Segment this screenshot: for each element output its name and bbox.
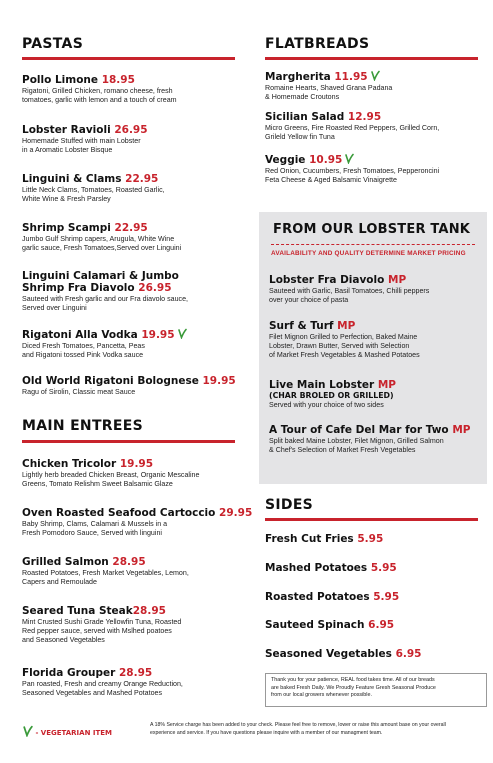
note-line: Thank you for your patience, REAL food takes time. All of our breads xyxy=(271,677,435,683)
sides-heading: SIDES xyxy=(265,497,314,513)
menu-item xyxy=(22,270,252,313)
vegetarian-leaf-icon xyxy=(22,725,33,737)
item-name: Seasoned Vegetables xyxy=(265,648,392,660)
item-name: Lobster Fra Diavolo xyxy=(269,274,385,286)
item-name: Roasted Potatoes xyxy=(265,591,370,603)
item-description: Diced Fresh Tomatoes, Pancetta, Peas and Rigatoni tossed Pink Vodka sauce xyxy=(22,342,145,360)
item-preparation-note: (CHAR BROLED OR GRILLED) xyxy=(269,391,394,400)
item-name: Surf & Turf xyxy=(269,320,334,332)
item-name: Pollo Limone xyxy=(22,74,99,86)
footer-line: experience and service. If you have questions please inquire with a member of our managment team. xyxy=(150,729,383,736)
menu-item xyxy=(269,320,484,361)
menu-item xyxy=(265,70,490,102)
lobster-tank-panel xyxy=(259,212,487,484)
item-price: 22.95 xyxy=(125,173,159,185)
entrees-heading: MAIN ENTREES xyxy=(22,418,143,434)
item-price: 18.95 xyxy=(101,74,135,86)
item-description: Micro Greens, Fire Roasted Red Peppers, Grilled Corn, Grileld Yellow fin Tuna xyxy=(265,124,440,142)
item-name: Chicken Tricolor xyxy=(22,458,117,470)
item-price: 19.95 xyxy=(119,458,154,470)
item-description: Little Neck Clams, Tomatoes, Roasted Garlic, White Wine & Fresh Parsley xyxy=(22,186,165,204)
side-item xyxy=(265,533,383,545)
item-name: Live Main Lobster xyxy=(269,379,375,391)
item-name: Linguini & Clams xyxy=(22,173,122,185)
menu-item xyxy=(22,507,262,538)
item-price: 5.95 xyxy=(373,591,400,603)
item-price: 29.95 xyxy=(219,507,253,519)
legend-label: - VEGETARIAN ITEM xyxy=(35,729,112,737)
item-price: MP xyxy=(388,274,407,286)
side-item xyxy=(265,619,394,631)
item-name: Veggie xyxy=(265,154,306,166)
item-price: MP xyxy=(337,320,356,332)
item-description: Pan roasted, Fresh and creamy Orange Reduction, Seasoned Vegetables and Mashed Potatoes xyxy=(22,680,183,698)
item-name: Lobster Ravioli xyxy=(22,124,111,136)
vegetarian-leaf-icon xyxy=(370,70,380,81)
item-description: Red Onion, Cucumbers, Fresh Tomatoes, Pepperoncini Feta Cheese & Aged Balsamic Vinaigrette xyxy=(265,167,440,185)
item-name: Grilled Salmon xyxy=(22,556,109,568)
kitchen-note-box xyxy=(265,673,487,707)
item-name: Linguini Calamari & Jumbo xyxy=(22,270,179,282)
menu-item xyxy=(265,111,490,142)
item-price: 11.95 xyxy=(334,71,368,83)
item-description: Homemade Stuffed with main Lobster in a Aromatic Lobster Bisque xyxy=(22,137,141,155)
menu-item xyxy=(22,124,252,155)
menu-item xyxy=(22,458,257,489)
item-name: Sauteed Spinach xyxy=(265,619,365,631)
item-description: Baby Shrimp, Clams, Calamari & Mussels in a Fresh Pomodoro Sauce, Served with linguini xyxy=(22,520,168,538)
pastas-rule xyxy=(22,57,235,60)
item-name: Florida Grouper xyxy=(22,667,116,679)
menu-item xyxy=(22,173,252,204)
flatbreads-heading: FLATBREADS xyxy=(265,36,370,52)
flatbreads-rule xyxy=(265,57,478,60)
vegetarian-legend xyxy=(22,725,112,737)
item-price: 6.95 xyxy=(395,648,422,660)
item-price: 19.95 xyxy=(202,375,236,387)
item-name: Fresh Cut Fries xyxy=(265,533,354,545)
vegetarian-leaf-icon xyxy=(344,153,354,164)
menu-item xyxy=(22,556,257,587)
side-item xyxy=(265,591,399,603)
item-name: Rigatoni Alla Vodka xyxy=(22,329,138,341)
item-price: 22.95 xyxy=(114,222,148,234)
side-item xyxy=(265,562,397,574)
note-line: from our local growers whenever possible. xyxy=(271,692,372,698)
item-price: 19.95 xyxy=(141,329,175,341)
lobster-tank-subtitle: AVAILABILITY AND QUALITY DETERMINE MARKET PRICING xyxy=(271,250,466,257)
menu-item xyxy=(269,274,484,305)
item-name: Seared Tuna Steak xyxy=(22,605,133,617)
sides-rule xyxy=(265,518,478,521)
item-description: Sauteed with Fresh garlic and our Fra diavolo sauce, Served over Linguini xyxy=(22,295,189,313)
item-name: Mashed Potatoes xyxy=(265,562,368,574)
item-price: MP xyxy=(377,379,396,391)
item-price: 12.95 xyxy=(347,111,382,123)
item-description: Ragu of Sirolin, Classic meat Sauce xyxy=(22,388,136,396)
lobster-tank-heading: FROM OUR LOBSTER TANK xyxy=(273,222,471,237)
vegetarian-leaf-icon xyxy=(177,328,187,339)
menu-item xyxy=(269,379,484,410)
item-description: Lightly herb breaded Chicken Breast, Organic Mescaline Greens, Tomato Relishm Sweet Balsamic Glaze xyxy=(22,471,200,489)
item-name: Margherita xyxy=(265,71,331,83)
item-price: 26.95 xyxy=(114,124,148,136)
item-description: Filet Mignon Grilled to Perfection, Baked Maine Lobster, Drawn Butter, Served with Selection of Market Fresh Vegetables & Mashed Potatoes xyxy=(269,333,420,360)
lobster-tank-divider xyxy=(271,244,475,245)
item-description: Jumbo Gulf Shrimp capers, Arugula, White Wine garlic sauce, Fresh Tomatoes,Served over Linguini xyxy=(22,235,182,253)
item-price: 28.95 xyxy=(112,556,146,568)
item-name: Sicilian Salad xyxy=(265,111,345,123)
item-price: 26.95 xyxy=(138,282,172,294)
item-description: Sauteed with Garlic, Basil Tomatoes, Chilli peppers over your choice of pasta xyxy=(269,287,430,305)
item-price: MP xyxy=(452,424,471,436)
menu-item xyxy=(22,605,257,646)
item-name: A Tour of Cafe Del Mar for Two xyxy=(269,424,449,436)
pastas-heading: PASTAS xyxy=(22,36,84,52)
item-description: Rigatoni, Grilled Chicken, romano cheese, fresh tomatoes, garlic with lemon and a touch of cream xyxy=(22,87,177,105)
item-name: Shrimp Scampi xyxy=(22,222,111,234)
item-name-line2: Shrimp Fra Diavolo xyxy=(22,282,135,294)
item-name: Oven Roasted Seafood Cartoccio xyxy=(22,507,216,519)
entrees-rule xyxy=(22,440,235,443)
side-item xyxy=(265,648,421,660)
item-description: Mint Crusted Sushi Grade Yellowfin Tuna, Roasted Red pepper sauce, served with Mslhed poatoes and Seasoned Vegetables xyxy=(22,618,182,645)
item-price: 6.95 xyxy=(368,619,395,631)
item-description: Roasted Potatoes, Fresh Market Vegetables, Lemon, Capers and Remoulade xyxy=(22,569,189,587)
menu-item xyxy=(22,667,257,698)
footer-line: A 18% Service charge has been added to your check. Please feel free to remove, lower or raise this amount base on your overall xyxy=(150,722,446,728)
menu-item xyxy=(269,424,484,455)
menu-item xyxy=(265,153,490,185)
menu-item xyxy=(22,328,252,360)
item-description: Served with your choice of two sides xyxy=(269,401,384,409)
menu-item xyxy=(22,222,252,253)
item-description: Romaine Hearts, Shaved Grana Padana & Homemade Croutons xyxy=(265,84,393,102)
item-price: 28.95 xyxy=(118,667,153,679)
service-charge-footer xyxy=(150,722,487,737)
item-price: 10.95 xyxy=(309,154,343,166)
menu-item xyxy=(22,74,252,105)
item-price: 5.95 xyxy=(357,533,384,545)
item-name: Old World Rigatoni Bolognese xyxy=(22,375,199,387)
note-line: are baked Fresh Daily. We Proudly Feature Gresh Seasonal Produce xyxy=(271,684,436,691)
menu-item xyxy=(22,375,252,397)
item-description: Split baked Maine Lobster, Filet Mignon, Grilled Salmon & Chef's Selection of Market Fresh Vegetables xyxy=(269,437,444,455)
item-price: 5.95 xyxy=(370,562,397,574)
item-price: 28.95 xyxy=(132,605,166,617)
